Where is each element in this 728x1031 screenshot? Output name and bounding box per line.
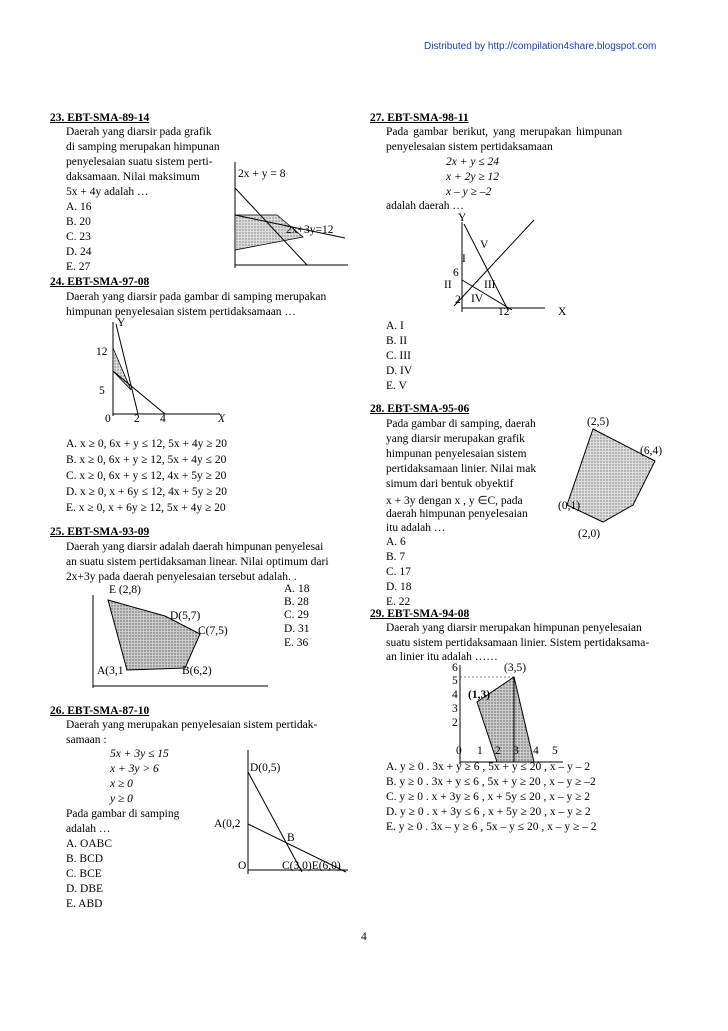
q26-line: Daerah yang merupakan penyelesaian sistem pertidak- [66, 719, 318, 731]
q27-line: penyelesaian sistem pertidaksamaan [386, 141, 553, 153]
q28-option: E. 22 [386, 596, 411, 608]
q23-line: daksamaan. Nilai maksimum [66, 171, 200, 183]
q27-line-x-y [454, 220, 534, 306]
q26-system-line: x ≥ 0 [110, 778, 133, 790]
q28-option: C. 17 [386, 566, 411, 578]
q26-line: samaan : [66, 734, 107, 746]
q27-title: 27. EBT-SMA-98-11 [370, 112, 469, 124]
q25-point-B: B(6,2) [182, 665, 212, 677]
q27-system-line: x – y ≥ –2 [446, 186, 492, 198]
q27-option: C. III [386, 350, 411, 362]
q26-point-A: A(0,2 [214, 818, 241, 830]
q28-title: 28. EBT-SMA-95-06 [370, 403, 470, 415]
q29-option: A. y ≥ 0 . 3x + y ≥ 6 , 5x + y ≤ 20 , x – y – 2 [386, 761, 591, 773]
q26-option: C. BCE [66, 868, 102, 880]
q29-point-35: (3,5) [504, 662, 527, 674]
q28-point-25: (2,5) [587, 416, 610, 428]
q27-region-III: III [484, 279, 496, 291]
q29-x-tick: 3 [513, 745, 519, 757]
q26-line: Pada gambar di samping [66, 808, 180, 820]
q29-option: B. y ≥ 0 . 3x + y ≤ 6 , 5x + y ≥ 20 , x – y ≥ –2 [386, 776, 596, 788]
q28-line: simum dari bentuk obyektif [386, 478, 514, 490]
q28-option: B. 7 [386, 551, 406, 563]
q29-y-tick: 5 [452, 675, 458, 687]
q29-point-13: (1,3) [468, 689, 491, 701]
q24-line2 [113, 371, 165, 414]
q27-tick: 12 [498, 306, 510, 318]
q29-y-tick: 6 [452, 662, 458, 674]
q26-option: A. OABC [66, 838, 113, 850]
q23-option: B. 20 [66, 216, 91, 228]
q29-y-tick: 2 [452, 717, 458, 729]
q27-region-V: V [480, 239, 489, 251]
q27-region-I: I [462, 253, 466, 265]
q24-tick: 2 [134, 413, 140, 425]
q24-line: Daerah yang diarsir pada gambar di samping merupakan [66, 291, 327, 303]
q25-option: C. 29 [284, 609, 309, 621]
q28-option: D. 18 [386, 581, 412, 593]
q23-line: Daerah yang diarsir pada grafik [66, 126, 212, 138]
q29-x-tick: 5 [552, 745, 558, 757]
q23-line: 5x + 4y adalah … [66, 186, 149, 198]
q23-line: penyelesaian suatu sistem perti- [66, 156, 213, 168]
q29-line: Daerah yang diarsir merupakan himpunan penyelesaian [386, 622, 642, 634]
q24-title: 24. EBT-SMA-97-08 [50, 276, 150, 288]
q23-line: di samping merupakan himpunan [66, 141, 220, 153]
q23-line1-label: 2x + y = 8 [238, 168, 286, 180]
q24-tick: 12 [96, 346, 108, 358]
q27-line: adalah daerah … [386, 200, 464, 212]
q29-x-tick: 4 [533, 745, 539, 757]
q29-x-tick: 0 [456, 745, 462, 757]
q27-option: E. V [386, 380, 407, 392]
q29-x-tick: 1 [477, 745, 483, 757]
q25-point-A: A(3,1 [97, 665, 124, 677]
q28-line: himpunan penyelesaian sistem [386, 448, 527, 460]
q24-x-label: X [218, 413, 226, 425]
q26-point-B: B [287, 832, 295, 844]
q23-option: D. 24 [66, 246, 92, 258]
q24-option: E. x ≥ 0, x + 6y ≥ 12, 5x + 4y ≥ 20 [66, 502, 226, 514]
q26-point-CE: C(3,0)E(6,0) [282, 860, 341, 872]
q29-title: 29. EBT-SMA-94-08 [370, 608, 470, 620]
q23-title: 23. EBT-SMA-89-14 [50, 112, 150, 124]
header-credit: Distributed by http://compilation4share.blogspot.com [424, 41, 657, 52]
q29-line: suatu sistem pertidaksamaan linier. Sistem pertidaksama- [386, 637, 650, 649]
q24-y-label: Y [117, 317, 126, 329]
q23-option: E. 27 [66, 261, 91, 273]
q27-system-line: 2x + y ≤ 24 [446, 156, 500, 168]
q24-tick: 4 [160, 413, 166, 425]
q29-option: D. y ≥ 0 . x + 3y ≤ 6 , x + 5y ≥ 20 , x – y ≥ 2 [386, 806, 591, 818]
q29-option: C. y ≥ 0 . x + 3y ≥ 6 , x + 5y ≤ 20 , x – y ≥ 2 [386, 791, 591, 803]
q27-option: A. I [386, 320, 404, 332]
q24-line: himpunan penyelesaian sistem pertidaksamaan … [66, 306, 296, 318]
q23-line2-label: 2x+3y=12 [286, 224, 334, 236]
q25-option: A. 18 [284, 583, 310, 595]
q25-line: 2x+3y pada daerah penyelesaian tersebut adalah. . [66, 571, 297, 583]
q25-option: B. 28 [284, 596, 309, 608]
q26-option: B. BCD [66, 853, 104, 865]
q27-y-label: Y [458, 212, 467, 224]
q26-option: D. DBE [66, 883, 104, 895]
q25-point-D: D(5,7) [170, 610, 201, 622]
q28-option: A. 6 [386, 536, 406, 548]
q24-tick: 0 [105, 413, 111, 425]
q29-y-tick: 3 [452, 703, 458, 715]
q24-option: B. x ≥ 0, 6x + y ≥ 12, 5x + 4y ≤ 20 [66, 454, 227, 466]
q29-x-tick: 2 [495, 745, 501, 757]
q25-line: an suatu sistem pertidaksaman linear. Nilai optimum dari [66, 556, 329, 568]
q29-line: an linier itu adalah …… [386, 651, 498, 663]
q27-region-II: II [444, 279, 452, 291]
q27-line: Pada gambar berikut, yang merupakan himpunan [386, 126, 623, 138]
q27-tick: 2 [455, 294, 461, 306]
q26-point-O: O [238, 860, 247, 872]
q27-option: B. II [386, 335, 408, 347]
q28-line: Pada gambar di samping, daerah [386, 418, 536, 430]
q26-line-DC [248, 772, 302, 872]
q25-option: E. 36 [284, 637, 309, 649]
q28-line: pertidaksamaan linier. Nilai mak [386, 463, 537, 475]
q29-option: E. y ≥ 0 . 3x – y ≥ 6 , 5x – y ≤ 20 , x – y ≥ – 2 [386, 821, 597, 833]
q28-line: itu adalah … [386, 522, 446, 534]
q25-title: 25. EBT-SMA-93-09 [50, 526, 150, 538]
q26-title: 26. EBT-SMA-87-10 [50, 705, 150, 717]
q26-graph [230, 748, 350, 876]
q27-region-IV: IV [471, 293, 484, 305]
q26-system-line: y ≥ 0 [110, 793, 133, 805]
q28-shaded-region [567, 429, 655, 522]
q23-option: C. 23 [66, 231, 91, 243]
q24-option: C. x ≥ 0, 6x + y ≤ 12, 4x + 5y ≥ 20 [66, 470, 227, 482]
q26-option: E. ABD [66, 898, 103, 910]
q24-option: A. x ≥ 0, 6x + y ≤ 12, 5x + 4y ≥ 20 [66, 438, 227, 450]
q28-point-64: (6,4) [640, 445, 663, 457]
q25-point-C: C(7,5) [198, 625, 228, 637]
q27-option: D. IV [386, 365, 413, 377]
q28-line: yang diarsir merupakan grafik [386, 433, 525, 445]
q26-point-D: D(0,5) [250, 762, 281, 774]
q28-line: x + 3y dengan x , y ∈C, pada [386, 495, 523, 507]
q28-point-20: (2,0) [578, 528, 601, 540]
q25-point-E: E (2,8) [109, 584, 141, 596]
q28-line: daerah himpunan penyelesaian [386, 508, 528, 520]
q27-x-label: X [558, 306, 567, 318]
q23-option: A. 16 [66, 201, 92, 213]
q26-system-line: x + 3y > 6 [110, 763, 159, 775]
q26-line: adalah … [66, 823, 111, 835]
q27-system-line: x + 2y ≥ 12 [446, 171, 500, 183]
q28-point-01: (0,1) [558, 500, 581, 512]
q29-y-tick: 4 [452, 689, 458, 701]
q25-option: D. 31 [284, 623, 310, 635]
q24-option: D. x ≥ 0, x + 6y ≤ 12, 4x + 5y ≥ 20 [66, 486, 227, 498]
q26-system-line: 5x + 3y ≤ 15 [110, 748, 169, 760]
q27-tick: 6 [453, 267, 459, 279]
q25-line: Daerah yang diarsir adalah daerah himpunan penyelesai [66, 541, 324, 553]
page-number: 4 [361, 931, 367, 943]
q28-graph [555, 425, 670, 530]
q24-tick: 5 [99, 385, 105, 397]
